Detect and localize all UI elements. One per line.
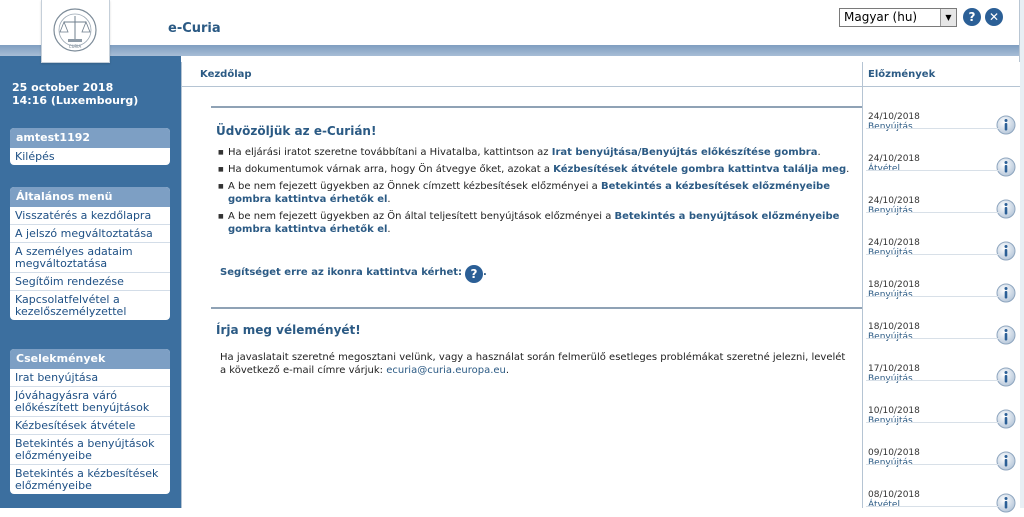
- history-item: [863, 129, 1020, 174]
- logo-text: CURIA: [68, 44, 82, 49]
- history-type[interactable]: Benyújtás: [868, 416, 913, 426]
- chevron-down-icon[interactable]: ▼: [940, 9, 956, 26]
- action-receive-deliveries[interactable]: Kézbesítések átvétele: [10, 417, 170, 435]
- help-hint: Segítséget erre az ikonra kattintva kérhet: ? .: [220, 267, 487, 281]
- tab-home[interactable]: Kezdőlap: [182, 62, 863, 87]
- feedback-text: [220, 351, 850, 377]
- general-menu-panel: [10, 187, 170, 320]
- history-date: 09/10/2018: [868, 448, 920, 458]
- history-type[interactable]: Benyújtás: [868, 458, 913, 468]
- header-band: [0, 45, 1024, 56]
- action-delivery-history[interactable]: Betekintés a kézbesítések előzményeibe: [15, 467, 159, 492]
- history-item: [863, 171, 1020, 216]
- history-date: 24/10/2018: [868, 112, 920, 122]
- list-item: [228, 180, 858, 206]
- list-item: [228, 210, 858, 236]
- history-list: [863, 87, 1020, 510]
- help-hint-text: Segítséget erre az ikonra kattintva kérhet:: [220, 267, 463, 278]
- language-selected-value: Magyar (hu): [844, 10, 918, 24]
- history-type[interactable]: Benyújtás: [868, 122, 913, 132]
- list-item: [228, 146, 858, 159]
- feedback-end: .: [505, 365, 510, 376]
- history-panel: [862, 62, 1020, 508]
- divider-middle: [211, 307, 863, 309]
- menu-item-change-personal-data[interactable]: A személyes adataim megváltoztatása: [10, 243, 170, 273]
- bullet-text: A be nem fejezett ügyekben az Önnek címzett kézbesítések előzményei a: [228, 181, 601, 192]
- history-item: [863, 213, 1020, 258]
- current-date: 25 october 2018: [12, 81, 114, 94]
- list-item: [228, 163, 858, 176]
- datetime: [12, 81, 138, 107]
- top-header: [0, 0, 1024, 49]
- history-type[interactable]: Benyújtás: [868, 332, 913, 342]
- menu-item-manage-assistants[interactable]: Segítőim rendezése: [10, 273, 170, 291]
- current-time: 14:16 (Luxembourg): [12, 94, 139, 107]
- history-date: 18/10/2018: [868, 322, 920, 332]
- action-pending-submissions[interactable]: Jóváhagyásra váró előkészített benyújtások: [10, 387, 170, 417]
- history-item: [863, 423, 1020, 468]
- history-item: [863, 255, 1020, 300]
- bullet-text: Ha eljárási iratot szeretne továbbítani a Hivatalba, kattintson az: [228, 147, 552, 158]
- history-date: 24/10/2018: [868, 196, 920, 206]
- main-content: [181, 62, 863, 508]
- history-item: [863, 465, 1020, 510]
- bullet-text: A be nem fejezett ügyekben az Ön által teljesített benyújtások előzményei a: [228, 211, 615, 222]
- welcome-heading: Üdvözöljük az e-Curián!: [216, 124, 377, 138]
- bullet-end: .: [846, 164, 850, 175]
- history-type[interactable]: Benyújtás: [868, 290, 913, 300]
- instructions-list: [228, 146, 858, 240]
- bullet-end: .: [387, 224, 391, 235]
- help-button[interactable]: ?: [963, 8, 981, 26]
- history-item: [863, 297, 1020, 342]
- feedback-email-link[interactable]: ecuria@curia.europa.eu: [386, 365, 506, 376]
- receive-deliveries-link[interactable]: Kézbesítések átvétele gombra kattintva találja meg: [553, 164, 847, 175]
- user-name: amtest1192: [10, 128, 170, 148]
- history-date: 24/10/2018: [868, 238, 920, 248]
- history-item: [863, 381, 1020, 426]
- submit-document-link[interactable]: Irat benyújtása/Benyújtás előkészítése gombra: [551, 147, 818, 158]
- help-icon[interactable]: ?: [465, 265, 483, 283]
- history-item: [863, 87, 1020, 132]
- history-date: 10/10/2018: [868, 406, 920, 416]
- bullet-end: .: [387, 194, 391, 205]
- menu-item-contact-staff[interactable]: Kapcsolatfelvétel a kezelőszemélyzettel: [15, 293, 127, 318]
- history-type[interactable]: Benyújtás: [868, 374, 913, 384]
- language-select[interactable]: [839, 8, 957, 27]
- bullet-text: Ha dokumentumok várnak arra, hogy Ön átvegye őket, azokat a: [228, 164, 554, 175]
- history-type[interactable]: Benyújtás: [868, 206, 913, 216]
- history-type[interactable]: Benyújtás: [868, 248, 913, 258]
- actions-panel: [10, 349, 170, 494]
- curia-logo[interactable]: [41, 0, 110, 63]
- delivery-history-link[interactable]: Betekintés a kézbesítések előzményeibe gombra kattintva érhetők el: [228, 181, 830, 205]
- history-date: 24/10/2018: [868, 154, 920, 164]
- info-icon[interactable]: [996, 493, 1016, 513]
- history-item: [863, 339, 1020, 384]
- actions-title: Cselekmények: [10, 349, 170, 369]
- history-type[interactable]: Átvétel: [868, 164, 900, 174]
- divider-top: [211, 106, 863, 108]
- action-submission-history[interactable]: Betekintés a benyújtások előzményeibe: [10, 435, 170, 465]
- history-type[interactable]: Átvétel: [868, 500, 900, 510]
- history-date: 08/10/2018: [868, 490, 920, 500]
- history-separator: [866, 506, 1000, 507]
- history-date: 18/10/2018: [868, 280, 920, 290]
- general-menu-title: Általános menü: [10, 187, 170, 207]
- close-button[interactable]: ✕: [985, 8, 1003, 26]
- app-title: e-Curia: [168, 21, 221, 36]
- history-date: 17/10/2018: [868, 364, 920, 374]
- menu-item-home[interactable]: Visszatérés a kezdőlapra: [10, 207, 170, 225]
- history-title: Előzmények: [863, 62, 1020, 87]
- feedback-body: Ha javaslatait szeretné megosztani velünk, vagy a használat során felmerülő esetleges problémákat szeretné jelezni, levelét a következő e-mail címre várjuk:: [220, 352, 846, 376]
- bullet-end: .: [817, 147, 821, 158]
- user-panel: [10, 128, 170, 165]
- feedback-heading: Írja meg véleményét!: [216, 323, 361, 337]
- logout-link[interactable]: Kilépés: [15, 150, 55, 163]
- submission-history-link[interactable]: Betekintés a benyújtások előzményeibe gombra kattintva érhetők el: [228, 211, 840, 235]
- action-submit-document[interactable]: Irat benyújtása: [10, 369, 170, 387]
- menu-item-change-password[interactable]: A jelszó megváltoztatása: [10, 225, 170, 243]
- court-emblem-icon: [51, 6, 99, 54]
